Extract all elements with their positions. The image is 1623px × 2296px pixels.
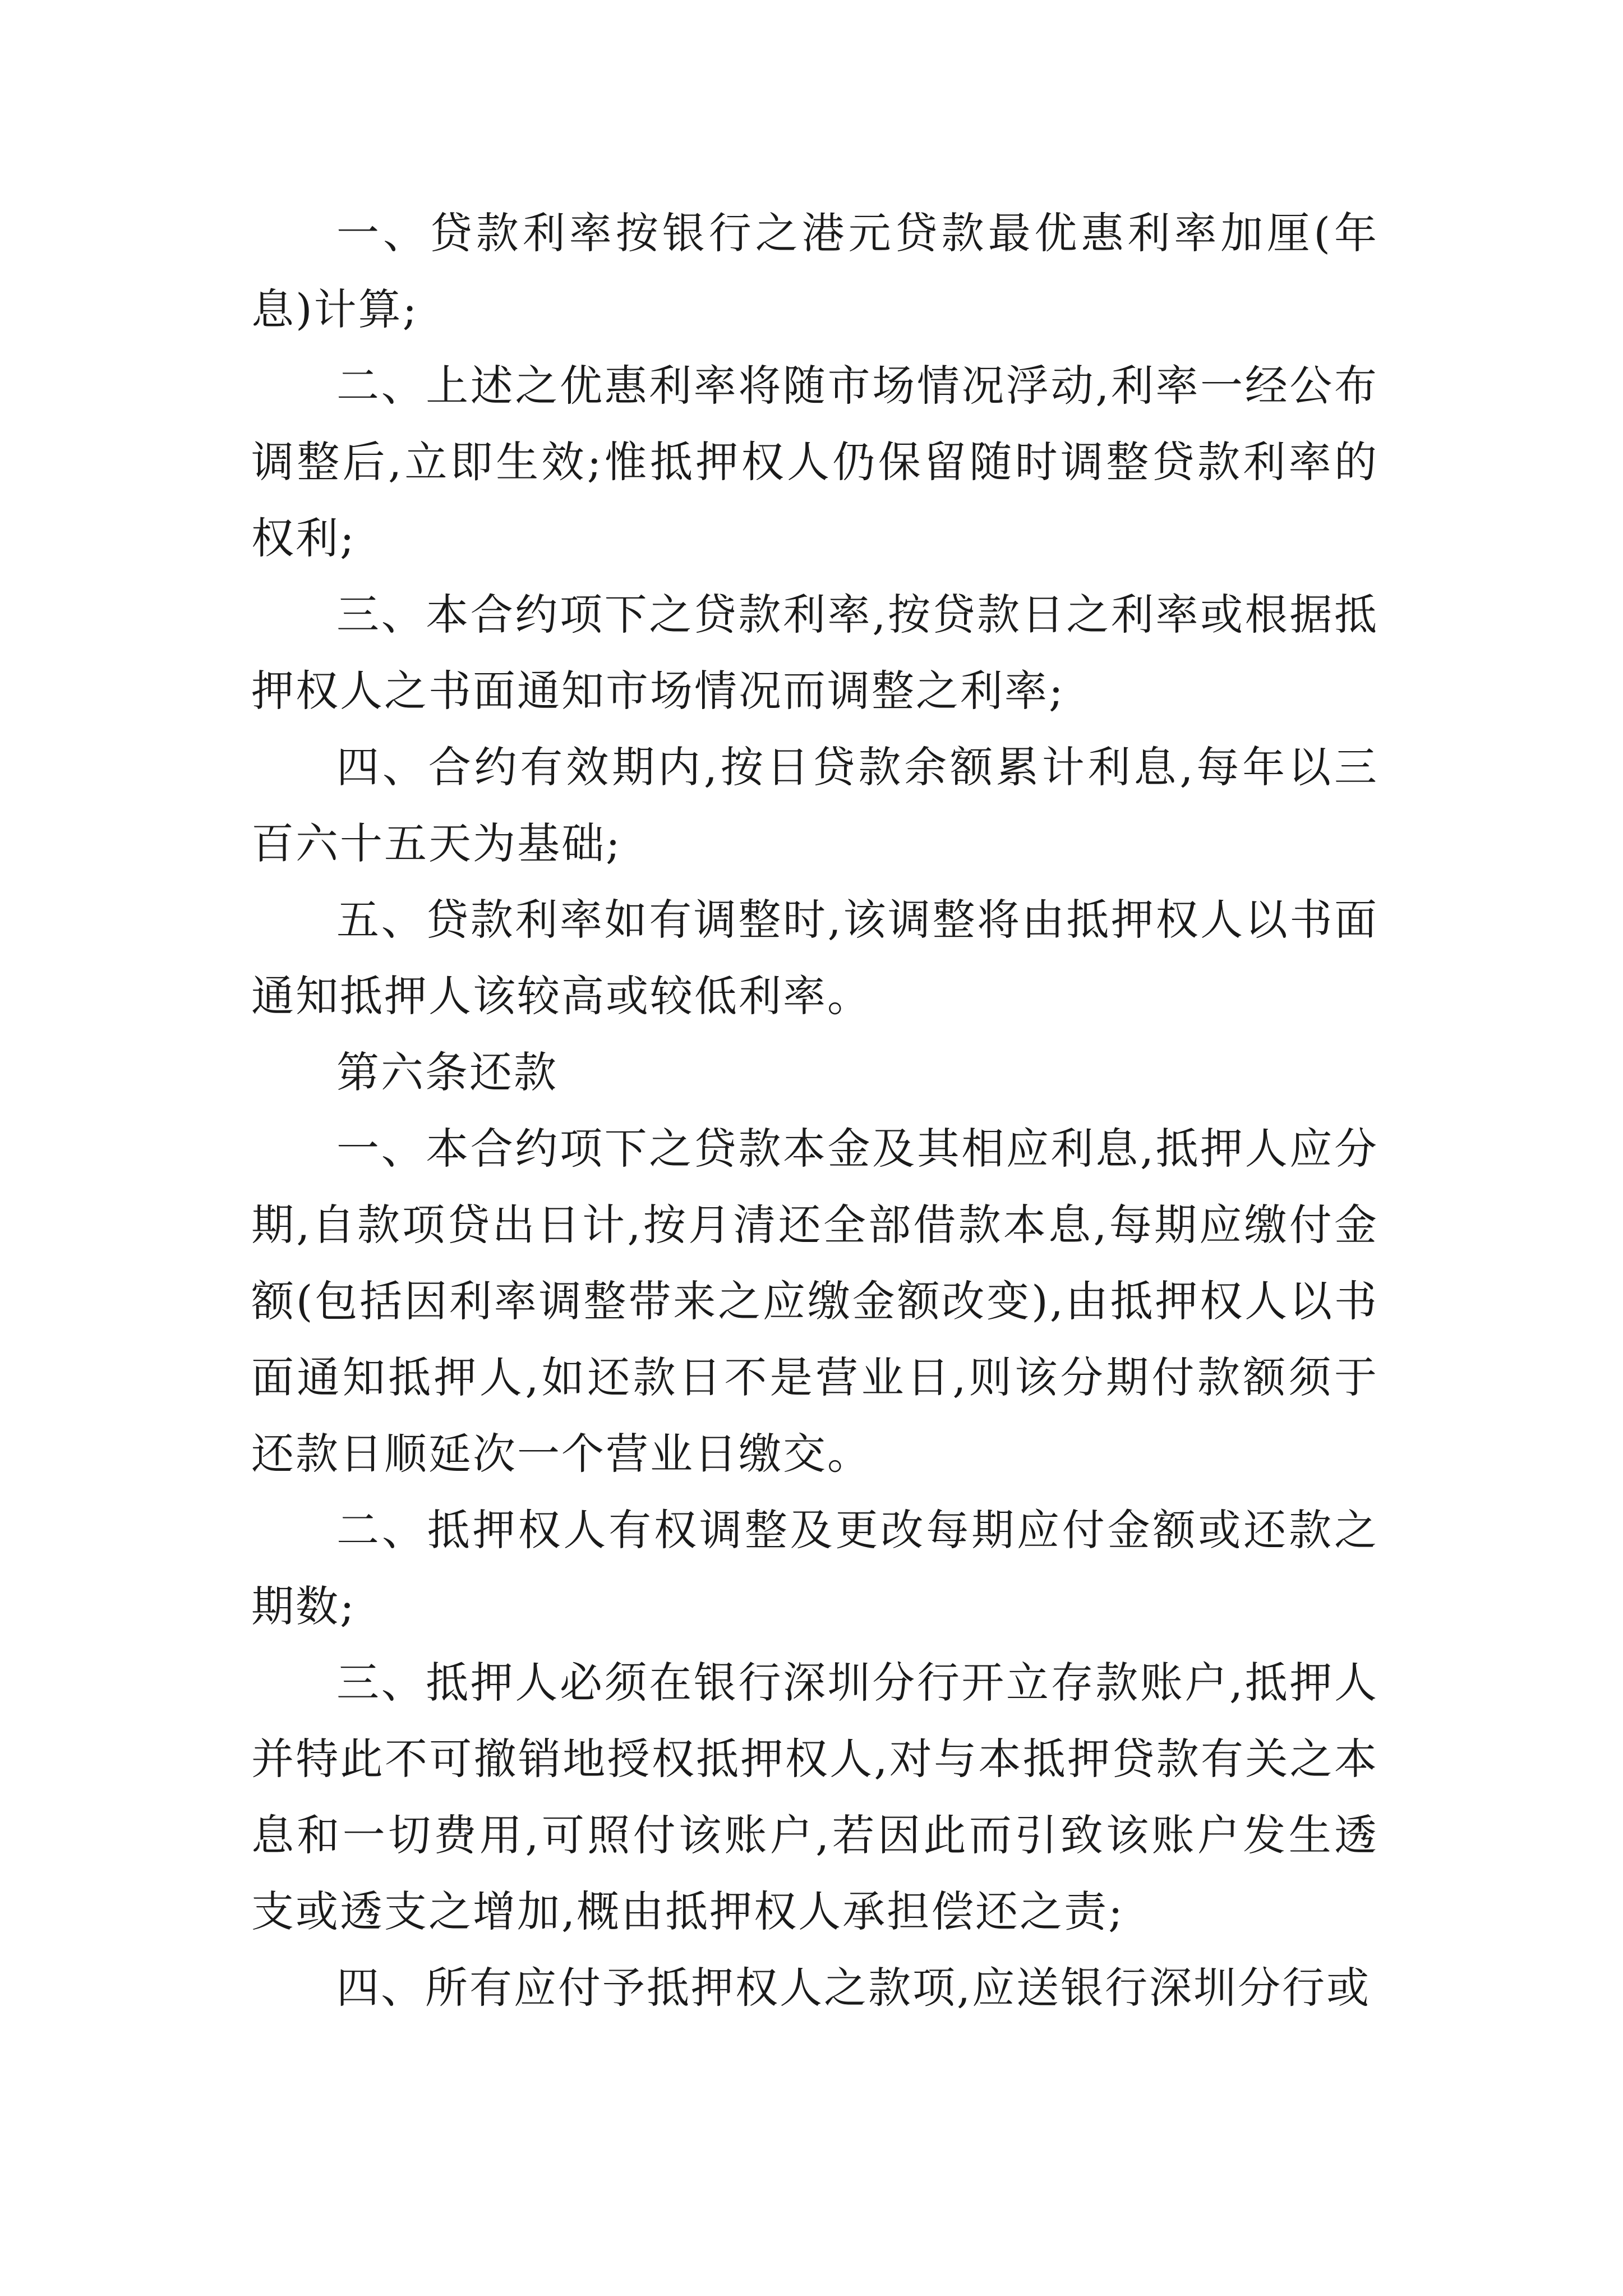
paragraph-contract-rate: 三、本合约项下之贷款利率,按贷款日之利率或根据抵押权人之书面通知市场情况而调整之利率;	[251, 590, 1378, 716]
paragraph-deposit-account: 三、抵押人必须在银行深圳分行开立存款账户,抵押人并特此不可撤销地授权抵押权人,对与本抵押贷款有关之本息和一切费用,可照付该账户,若因此而引致该账户发生透支或透支之增加,概由抵押权人承担偿还之责;	[251, 1658, 1378, 1936]
paragraph-rate-notice: 五、贷款利率如有调整时,该调整将由抵押权人以书面通知抵押人该较高或较低利率。	[251, 895, 1378, 1021]
paragraph-installments: 一、本合约项下之贷款本金及其相应利息,抵押人应分期,自款项贷出日计,按月清还全部借款本息,每期应缴付金额(包括因利率调整带来之应缴金额改变),由抵押权人以书面通知抵押人,如还款日不是营业日,则该分期付款额须于还款日顺延次一个营业日缴交。	[251, 1124, 1378, 1479]
paragraph-adjust-installments: 二、抵押权人有权调整及更改每期应付金额或还款之期数;	[251, 1505, 1378, 1631]
paragraph-daily-interest: 四、合约有效期内,按日贷款余额累计利息,每年以三百六十五天为基础;	[251, 742, 1378, 868]
document-page	[251, 195, 1378, 2026]
paragraph-rate-floating: 二、上述之优惠利率将随市场情况浮动,利率一经公布调整后,立即生效;惟抵押权人仍保留随时调整贷款利率的权利;	[251, 361, 1378, 563]
paragraph-payments-delivery: 四、所有应付予抵押权人之款项,应送银行深圳分行或	[336, 1963, 1371, 2013]
paragraph-interest-rate-basis: 一、贷款利率按银行之港元贷款最优惠利率加厘(年息)计算;	[251, 208, 1378, 334]
section-heading-repayment: 第六条还款	[336, 1047, 558, 1097]
